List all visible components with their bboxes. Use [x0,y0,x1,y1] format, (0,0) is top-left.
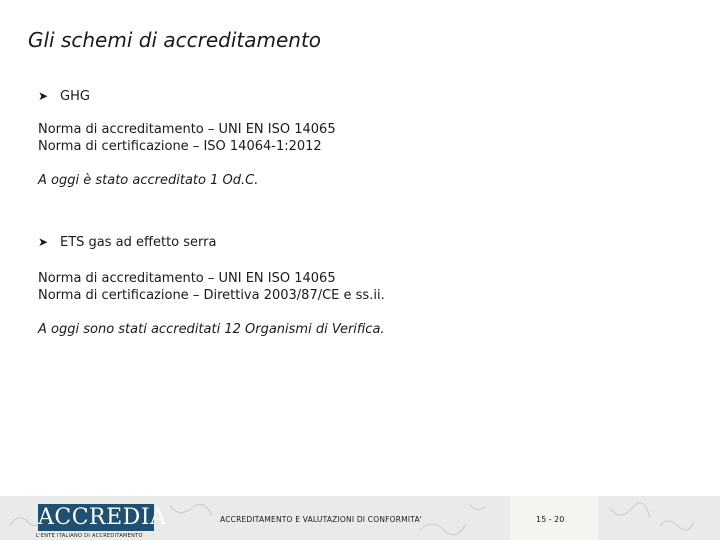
logo-wordmark: ACCREDIA [38,505,167,530]
arrow-bullet-icon: ➤ [38,89,49,103]
standard-line: Norma di accreditamento – UNI EN ISO 14065 [38,122,336,137]
section-ets [38,234,385,338]
standard-line: Norma di accreditamento – UNI EN ISO 14065 [38,271,336,286]
footer-bar [0,496,720,540]
section-heading-text: ETS gas ad effetto serra [60,235,217,250]
section-heading-text: GHG [60,89,90,104]
standard-line: Norma di certificazione – Direttiva 2003/87/CE e ss.ii. [38,288,385,303]
logo-subtitle: L'ENTE ITALIANO DI ACCREDITAMENTO [36,533,143,539]
standard-line: Norma di certificazione – ISO 14064-1:2012 [38,139,322,154]
section-heading [38,88,336,105]
footer-caption: ACCREDITAMENTO E VALUTAZIONI DI CONFORMITA' [220,515,423,524]
accreditation-note: A oggi è stato accreditato 1 Od.C. [38,173,259,188]
section-heading [38,234,385,251]
accreditation-note: A oggi sono stati accreditati 12 Organismi di Verifica. [38,322,385,337]
accredia-logo [36,500,167,540]
page-number: 15 - 20 [536,515,565,524]
arrow-bullet-icon: ➤ [38,235,49,249]
slide-title: Gli schemi di accreditamento [28,28,322,52]
section-ghg [38,88,336,189]
